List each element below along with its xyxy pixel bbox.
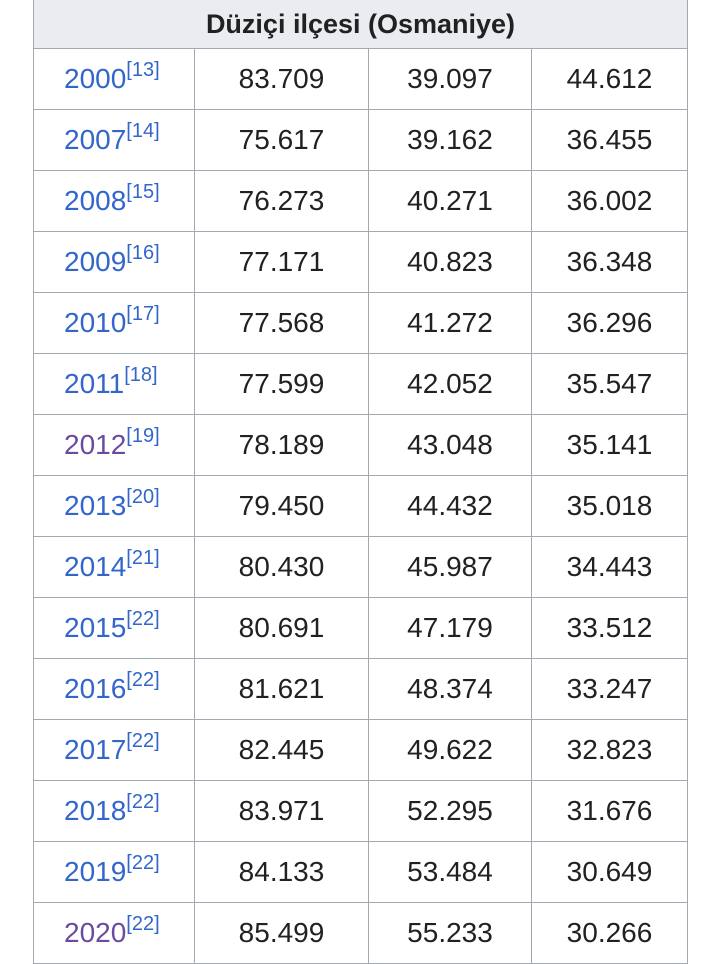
rural-population-cell: 36.455 xyxy=(532,110,688,171)
total-population-cell: 80.430 xyxy=(195,537,369,598)
total-population-cell: 80.691 xyxy=(195,598,369,659)
city-population-cell: 48.374 xyxy=(369,659,532,720)
year-link[interactable]: 2012 xyxy=(64,429,127,460)
rural-population-cell: 33.512 xyxy=(532,598,688,659)
table-row xyxy=(34,110,688,171)
reference-link[interactable]: [22] xyxy=(126,791,160,813)
year-link[interactable]: 2008 xyxy=(64,185,127,216)
city-population-cell: 42.052 xyxy=(369,354,532,415)
reference-link[interactable]: [18] xyxy=(124,364,158,386)
city-population-cell: 45.987 xyxy=(369,537,532,598)
table-row xyxy=(34,354,688,415)
year-link[interactable]: 2007 xyxy=(64,124,127,155)
year-cell xyxy=(34,720,195,781)
total-population-cell: 83.971 xyxy=(195,781,369,842)
reference-link[interactable]: [22] xyxy=(126,852,160,874)
reference-link[interactable]: [21] xyxy=(126,547,160,569)
total-population-cell: 85.499 xyxy=(195,903,369,964)
total-population-cell: 81.621 xyxy=(195,659,369,720)
table-row xyxy=(34,476,688,537)
table-row xyxy=(34,781,688,842)
year-cell xyxy=(34,842,195,903)
rural-population-cell: 35.141 xyxy=(532,415,688,476)
city-population-cell: 52.295 xyxy=(369,781,532,842)
rural-population-cell: 35.018 xyxy=(532,476,688,537)
reference-link[interactable]: [19] xyxy=(126,425,160,447)
year-link[interactable]: 2016 xyxy=(64,673,127,704)
total-population-cell: 77.568 xyxy=(195,293,369,354)
reference-link[interactable]: [22] xyxy=(126,608,160,630)
year-cell xyxy=(34,781,195,842)
table-row xyxy=(34,415,688,476)
rural-population-cell: 36.348 xyxy=(532,232,688,293)
rural-population-cell: 35.547 xyxy=(532,354,688,415)
total-population-cell: 76.273 xyxy=(195,171,369,232)
table-row xyxy=(34,49,688,110)
table-header-row xyxy=(34,0,688,49)
year-cell xyxy=(34,171,195,232)
city-population-cell: 40.271 xyxy=(369,171,532,232)
population-table xyxy=(33,0,688,964)
rural-population-cell: 36.002 xyxy=(532,171,688,232)
reference-link[interactable]: [22] xyxy=(126,730,160,752)
population-table-container xyxy=(33,0,687,964)
city-population-cell: 55.233 xyxy=(369,903,532,964)
year-link[interactable]: 2020 xyxy=(64,917,127,948)
total-population-cell: 78.189 xyxy=(195,415,369,476)
table-row xyxy=(34,842,688,903)
city-population-cell: 39.097 xyxy=(369,49,532,110)
total-population-cell: 82.445 xyxy=(195,720,369,781)
year-link[interactable]: 2015 xyxy=(64,612,127,643)
year-cell xyxy=(34,476,195,537)
table-row xyxy=(34,598,688,659)
reference-link[interactable]: [16] xyxy=(126,242,160,264)
table-title: Düziçi ilçesi (Osmaniye) xyxy=(34,0,688,49)
year-link[interactable]: 2014 xyxy=(64,551,127,582)
total-population-cell: 77.171 xyxy=(195,232,369,293)
table-row xyxy=(34,659,688,720)
year-link[interactable]: 2018 xyxy=(64,795,127,826)
city-population-cell: 53.484 xyxy=(369,842,532,903)
year-cell xyxy=(34,110,195,171)
year-cell xyxy=(34,903,195,964)
rural-population-cell: 34.443 xyxy=(532,537,688,598)
table-row xyxy=(34,903,688,964)
rural-population-cell: 44.612 xyxy=(532,49,688,110)
year-link[interactable]: 2009 xyxy=(64,246,127,277)
total-population-cell: 75.617 xyxy=(195,110,369,171)
rural-population-cell: 30.649 xyxy=(532,842,688,903)
table-row xyxy=(34,720,688,781)
year-link[interactable]: 2010 xyxy=(64,307,127,338)
total-population-cell: 79.450 xyxy=(195,476,369,537)
table-row xyxy=(34,537,688,598)
total-population-cell: 84.133 xyxy=(195,842,369,903)
city-population-cell: 47.179 xyxy=(369,598,532,659)
year-link[interactable]: 2013 xyxy=(64,490,127,521)
year-cell xyxy=(34,659,195,720)
reference-link[interactable]: [22] xyxy=(126,913,160,935)
city-population-cell: 43.048 xyxy=(369,415,532,476)
rural-population-cell: 31.676 xyxy=(532,781,688,842)
table-row xyxy=(34,293,688,354)
year-link[interactable]: 2019 xyxy=(64,856,127,887)
city-population-cell: 40.823 xyxy=(369,232,532,293)
year-link[interactable]: 2000 xyxy=(64,63,127,94)
year-cell xyxy=(34,598,195,659)
reference-link[interactable]: [22] xyxy=(126,669,160,691)
rural-population-cell: 30.266 xyxy=(532,903,688,964)
city-population-cell: 39.162 xyxy=(369,110,532,171)
total-population-cell: 83.709 xyxy=(195,49,369,110)
year-cell xyxy=(34,537,195,598)
city-population-cell: 41.272 xyxy=(369,293,532,354)
reference-link[interactable]: [17] xyxy=(126,303,160,325)
total-population-cell: 77.599 xyxy=(195,354,369,415)
year-cell xyxy=(34,232,195,293)
year-link[interactable]: 2011 xyxy=(64,368,125,399)
table-body xyxy=(34,49,688,964)
rural-population-cell: 32.823 xyxy=(532,720,688,781)
table-row xyxy=(34,232,688,293)
year-cell xyxy=(34,415,195,476)
rural-population-cell: 33.247 xyxy=(532,659,688,720)
city-population-cell: 44.432 xyxy=(369,476,532,537)
year-cell xyxy=(34,293,195,354)
reference-link[interactable]: [15] xyxy=(126,181,160,203)
table-row xyxy=(34,171,688,232)
reference-link[interactable]: [13] xyxy=(126,59,160,81)
reference-link[interactable]: [14] xyxy=(126,120,160,142)
city-population-cell: 49.622 xyxy=(369,720,532,781)
year-cell xyxy=(34,49,195,110)
rural-population-cell: 36.296 xyxy=(532,293,688,354)
year-cell xyxy=(34,354,195,415)
reference-link[interactable]: [20] xyxy=(126,486,160,508)
year-link[interactable]: 2017 xyxy=(64,734,127,765)
